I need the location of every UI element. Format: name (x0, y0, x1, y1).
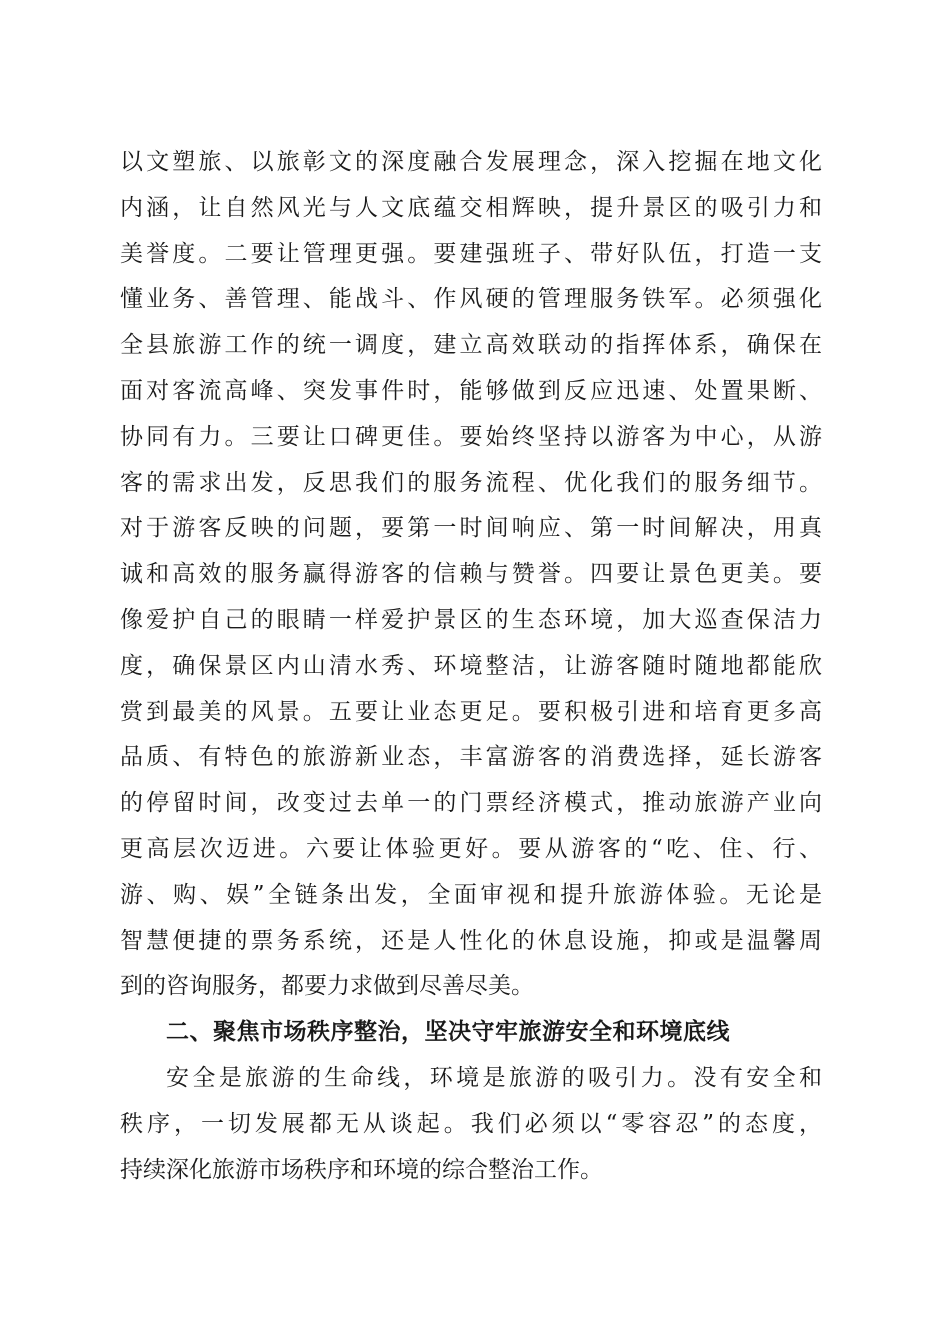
text-line: 智慧便捷的票务系统，还是人性化的休息设施，抑或是温馨周 (120, 927, 822, 954)
text-line: 诚和高效的服务赢得游客的信赖与赞誉。四要让景色更美。要 (120, 561, 822, 588)
text-line: 协同有力。三要让口碑更佳。要始终坚持以游客为中心，从游 (120, 423, 822, 450)
body-paragraph (120, 1056, 822, 1193)
text-line: 全县旅游工作的统一调度，建立高效联动的指挥体系，确保在 (120, 332, 822, 359)
text-line: 的停留时间，改变过去单一的门票经济模式，推动旅游产业向 (120, 790, 822, 817)
text-line: 游、购、娱”全链条出发，全面审视和提升旅游体验。无论是 (120, 881, 822, 908)
text-line: 更高层次迈进。六要让体验更好。要从游客的“吃、住、行、 (120, 835, 822, 862)
section-heading: 二、聚焦市场秩序整治，坚决守牢旅游安全和环境底线 (166, 1019, 730, 1046)
text-line: 度，确保景区内山清水秀、环境整洁，让游客随时随地都能欣 (120, 652, 822, 679)
text-line: 秩序，一切发展都无从谈起。我们必须以“零容忍”的态度， (120, 1110, 822, 1137)
text-line: 持续深化旅游市场秩序和环境的综合整治工作。 (120, 1156, 603, 1183)
text-line: 面对客流高峰、突发事件时，能够做到反应迅速、处置果断、 (120, 377, 822, 404)
text-line: 像爱护自己的眼睛一样爱护景区的生态环境，加大巡查保洁力 (120, 606, 822, 633)
text-line: 以文塑旅、以旅彰文的深度融合发展理念，深入挖掘在地文化 (120, 149, 822, 175)
text-line: 到的咨询服务，都要力求做到尽善尽美。 (120, 973, 534, 1000)
text-line: 对于游客反映的问题，要第一时间响应、第一时间解决，用真 (120, 515, 822, 542)
text-line: 安全是旅游的生命线，环境是旅游的吸引力。没有安全和 (166, 1064, 822, 1091)
body-paragraph (120, 140, 822, 1010)
text-line: 内涵，让自然风光与人文底蕴交相辉映，提升景区的吸引力和 (120, 194, 822, 221)
text-line: 客的需求出发，反思我们的服务流程、优化我们的服务细节。 (120, 469, 822, 496)
text-line: 懂业务、善管理、能战斗、作风硬的管理服务铁军。必须强化 (120, 286, 822, 313)
text-line: 品质、有特色的旅游新业态，丰富游客的消费选择，延长游客 (120, 744, 822, 771)
document-page (120, 140, 822, 1193)
text-line: 赏到最美的风景。五要让业态更足。要积极引进和培育更多高 (120, 698, 822, 725)
text-line: 美誉度。二要让管理更强。要建强班子、带好队伍，打造一支 (120, 240, 822, 267)
